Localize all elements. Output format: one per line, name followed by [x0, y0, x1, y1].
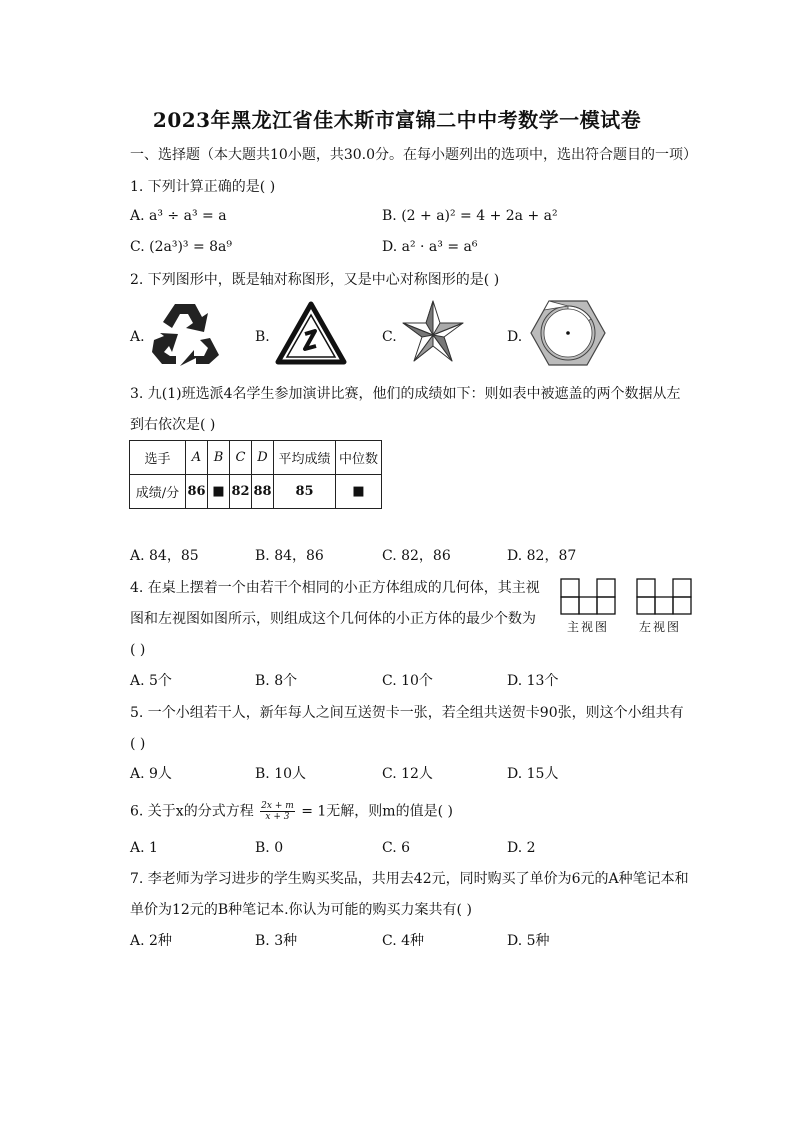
question-6-stem [130, 801, 453, 822]
front-view-caption: 主视图 [567, 620, 610, 634]
table-header-cell: 选手 [130, 441, 186, 475]
table-cell: ■ [208, 475, 230, 509]
q6-option-d: D. 2 [507, 840, 536, 856]
q3-option-a: A. 84，85 [130, 548, 199, 564]
table-cell: 88 [252, 475, 274, 509]
table-header-cell: B [208, 441, 230, 475]
page-title: 2023年黑龙江省佳木斯市富锦二中中考数学一模试卷 [152, 108, 642, 132]
q4-option-c: C. 10个 [382, 673, 433, 689]
q1-option-a: A. a³ ÷ a³ = a [130, 208, 227, 224]
q7-option-c: C. 4种 [382, 933, 425, 949]
q3-option-c: C. 82，86 [382, 548, 451, 564]
q6-option-c: C. 6 [382, 840, 411, 856]
question-2-stem: 2. 下列图形中，既是轴对称图形，又是中心对称图形的是( ) [130, 272, 500, 288]
question-4-stem-line2: 图和左视图如图所示，则组成这个几何体的小正方体的最少个数为 [130, 611, 536, 627]
question-7-stem-line1: 7. 李老师为学习进步的学生购买奖品，共用去42元，同时购买了单价为6元的A种笔记本和 [130, 871, 689, 887]
question-3-stem-line2: 到右依次是( ) [130, 417, 216, 433]
q6-fraction [260, 801, 295, 822]
left-view-figure [636, 578, 694, 616]
five-pointed-star-figure [402, 299, 464, 365]
q2-option-b: B. [255, 329, 270, 345]
table-cell: 86 [186, 475, 208, 509]
q6-fraction-denominator: x + 3 [265, 812, 290, 822]
warning-triangle-figure [275, 301, 347, 365]
q2-option-d: D. [507, 329, 523, 345]
q1-option-c: C. (2a³)³ = 8a⁹ [130, 239, 233, 255]
q5-option-c: C. 12人 [382, 766, 433, 782]
question-3-stem-line1: 3. 九(1)班选派4名学生参加演讲比赛，他们的成绩如下：则如表中被遮盖的两个数据从左 [130, 386, 681, 402]
q2-option-c: C. [382, 329, 397, 345]
question-5-stem-line2: ( ) [130, 736, 146, 752]
q6-option-a: A. 1 [130, 840, 158, 856]
question-4-stem-line1: 4. 在桌上摆着一个由若干个相同的小正方体组成的几何体，其主视 [130, 580, 540, 596]
q4-option-d: D. 13个 [507, 673, 559, 689]
table-header-cell: 平均成绩 [274, 441, 336, 475]
q6-fraction-numerator: 2x + m [261, 801, 294, 811]
section-heading: 一、选择题（本大题共10小题，共30.0分。在每小题列出的选项中，选出符合题目的一项） [130, 147, 697, 163]
q7-option-a: A. 2种 [130, 933, 172, 949]
question-1-stem: 1. 下列计算正确的是( ) [130, 179, 276, 195]
table-header-cell: 中位数 [336, 441, 382, 475]
q6-option-b: B. 0 [255, 840, 284, 856]
q6-stem-suffix: = 1无解，则m的值是( ) [301, 803, 453, 820]
q4-option-b: B. 8个 [255, 673, 298, 689]
left-view-caption: 左视图 [639, 620, 682, 634]
q5-option-d: D. 15人 [507, 766, 559, 782]
table-header-cell: D [252, 441, 274, 475]
hexagon-circle-figure [530, 298, 606, 368]
q3-option-d: D. 82，87 [507, 548, 577, 564]
recycle-symbol-figure [150, 300, 220, 366]
q1-option-b: B. (2 + a)² = 4 + 2a + a² [382, 208, 558, 224]
q3-option-b: B. 84，86 [255, 548, 324, 564]
question-7-stem-line2: 单价为12元的B种笔记本.你认为可能的购买力案共有( ) [130, 902, 472, 918]
table-header-row [130, 441, 382, 475]
table-cell: 成绩/分 [130, 475, 186, 509]
question-5-stem-line1: 5. 一个小组若干人，新年每人之间互送贺卡一张，若全组共送贺卡90张，则这个小组共有 [130, 705, 684, 721]
table-cell: 85 [274, 475, 336, 509]
table-row [130, 475, 382, 509]
table-cell: 82 [230, 475, 252, 509]
table-header-cell: C [230, 441, 252, 475]
q2-option-a: A. [130, 329, 145, 345]
q5-option-a: A. 9人 [130, 766, 172, 782]
front-view-figure [560, 578, 618, 616]
q1-option-d: D. a² · a³ = a⁶ [382, 239, 478, 255]
q7-option-d: D. 5种 [507, 933, 550, 949]
q5-option-b: B. 10人 [255, 766, 307, 782]
table-header-cell: A [186, 441, 208, 475]
question-4-stem-line3: ( ) [130, 642, 146, 658]
table-cell: ■ [336, 475, 382, 509]
q7-option-b: B. 3种 [255, 933, 298, 949]
q6-stem-prefix: 6. 关于x的分式方程 [130, 803, 254, 820]
q4-option-a: A. 5个 [130, 673, 172, 689]
score-table [129, 440, 382, 509]
